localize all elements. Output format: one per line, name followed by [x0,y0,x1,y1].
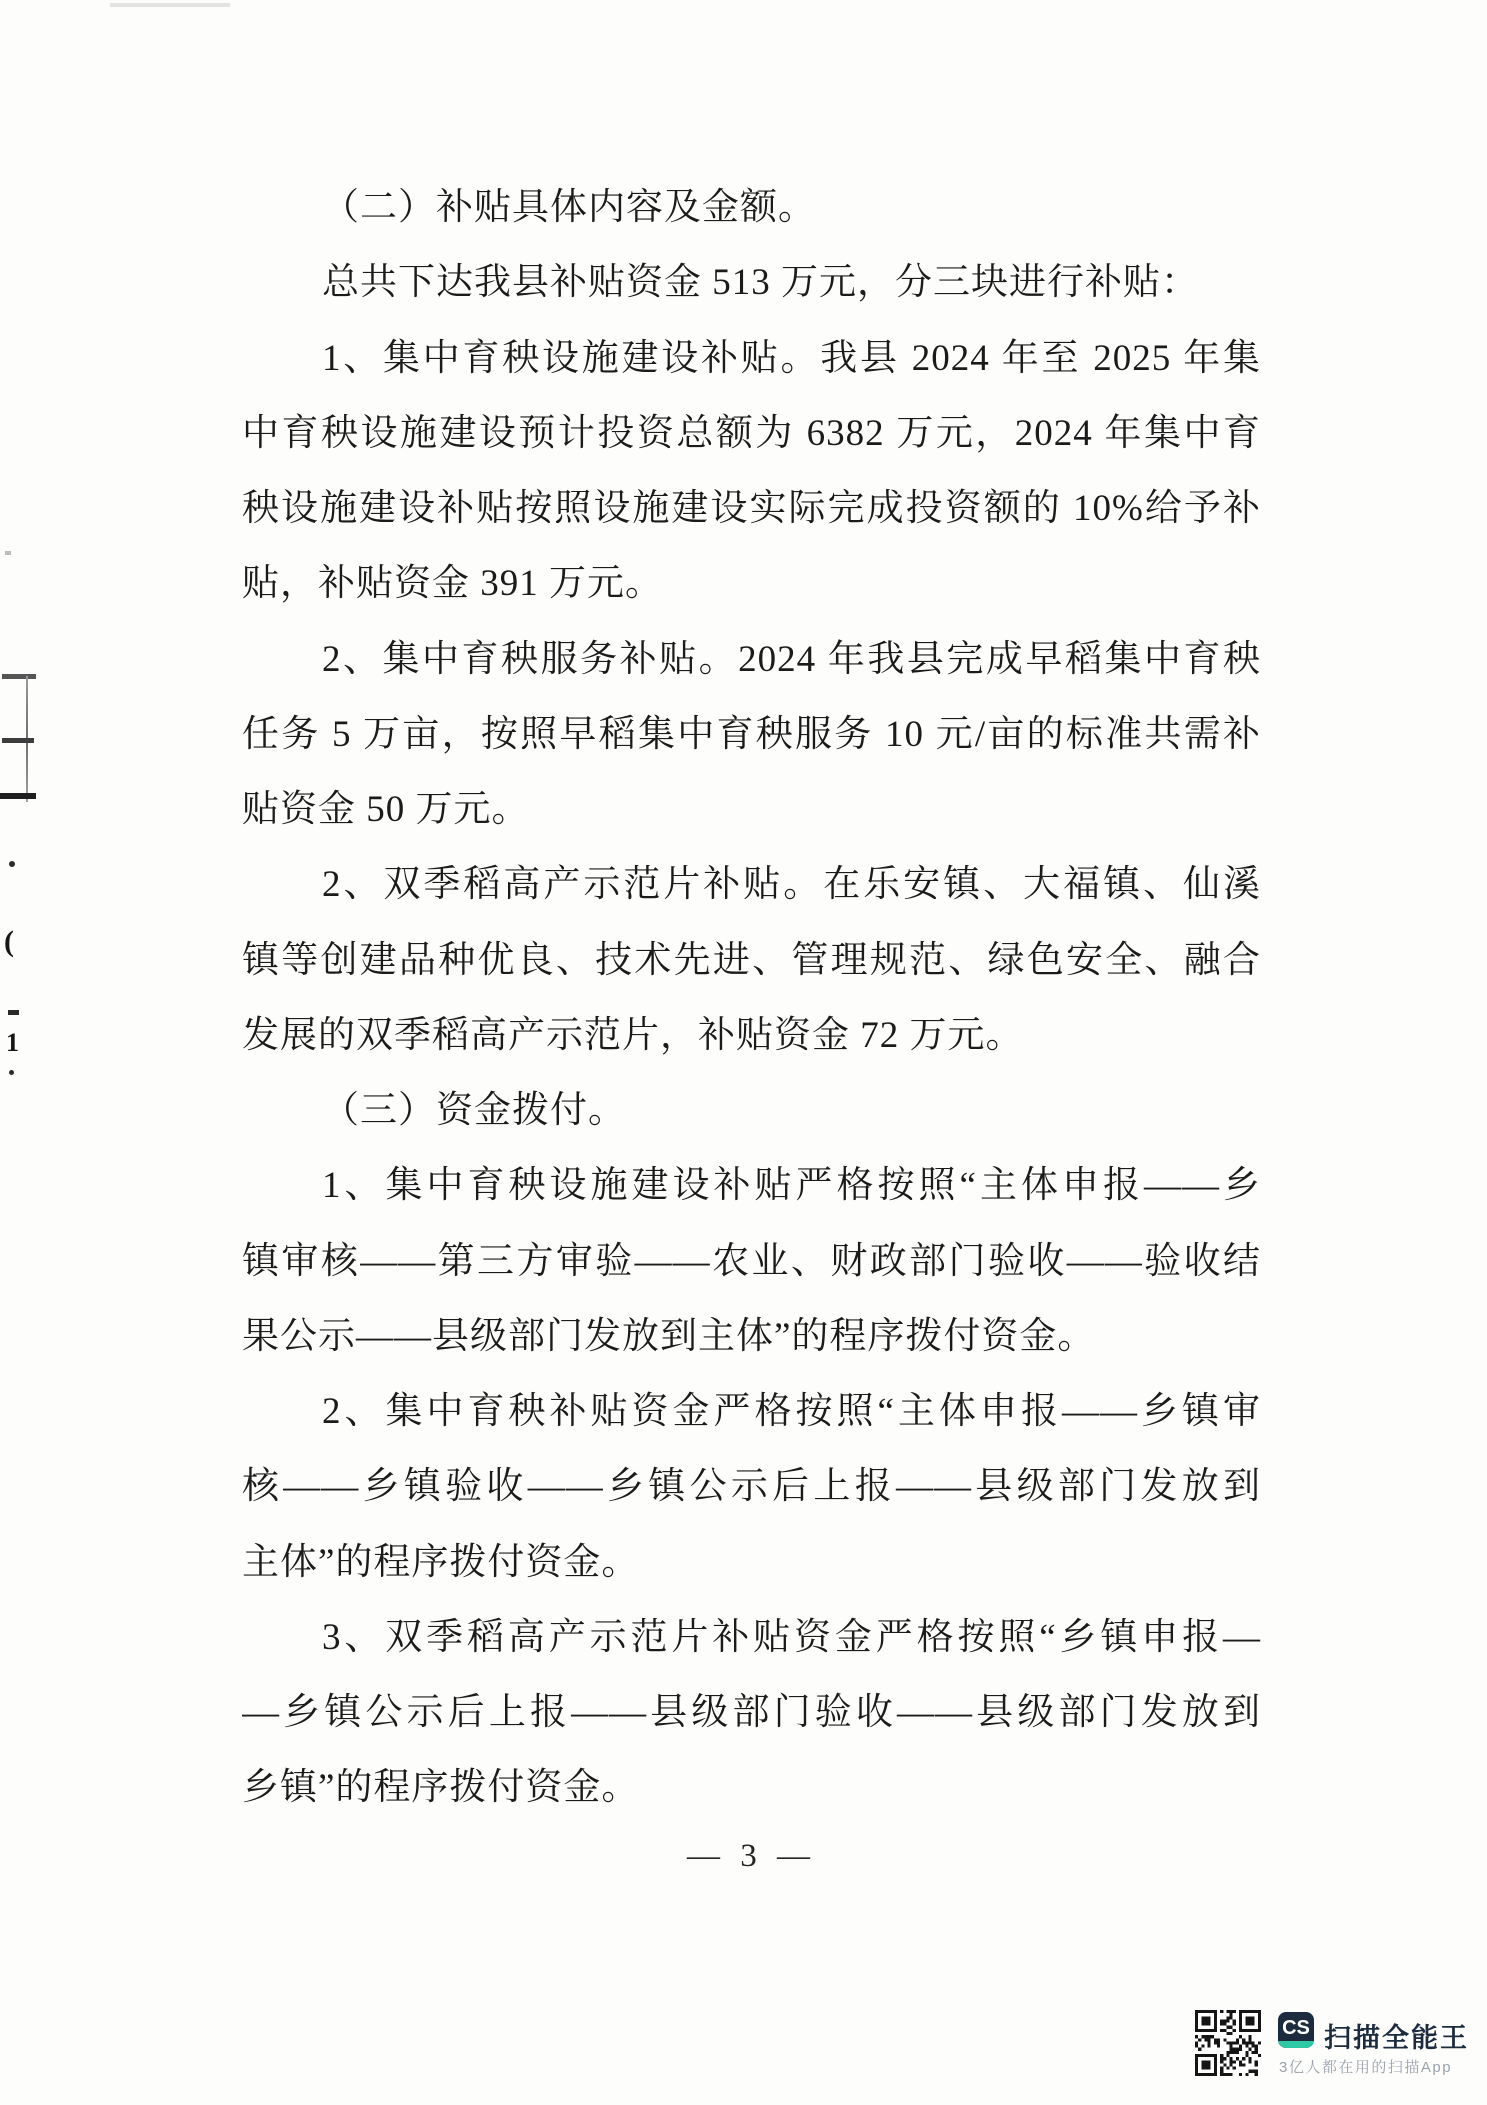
text-line: 发展的双季稻高产示范片，补贴资金 72 万元。 [242,1014,1024,1056]
text-line: 2、集中育秧补贴资金严格按照“主体申报——乡镇审 [322,1391,1261,1432]
text-line: 1、集中育秧设施建设补贴严格按照“主体申报——乡 [322,1165,1261,1207]
text-line: 中育秧设施建设预计投资总额为 6382 万元，2024 年集中育 [242,412,1261,454]
camscanner-logo-text: CS [1282,2016,1310,2039]
camscanner-logo-icon [1278,2012,1314,2048]
scan-artifact [9,861,15,867]
text-line: 核——乡镇验收——乡镇公示后上报——县级部门发放到 [242,1466,1261,1508]
text-line: 任务 5 万亩，按照早稻集中育秧服务 10 元/亩的标准共需补 [242,713,1261,755]
text-line: 秧设施建设补贴按照设施建设实际完成投资额的 10%给予补 [242,488,1261,529]
scan-artifact [110,3,230,7]
section-heading: （三）资金拨付。 [322,1090,626,1131]
text-line: 乡镇”的程序拨付资金。 [242,1767,640,1809]
scan-artifact [5,551,11,555]
text-line: 镇审核——第三方审验——农业、财政部门验收——验收结 [242,1240,1261,1282]
scan-artifact [9,1070,14,1075]
text-line: —乡镇公示后上报——县级部门验收——县级部门发放到 [242,1692,1261,1733]
text-line: 主体”的程序拨付资金。 [242,1541,640,1583]
text-line: 贴资金 50 万元。 [242,789,530,830]
text-line: 镇等创建品种优良、技术先进、管理规范、绿色安全、融合 [242,939,1261,981]
watermark-title: 扫描全能王 [1324,2023,1469,2053]
scan-artifact [0,793,36,799]
text-line: 1、集中育秧设施建设补贴。我县 2024 年至 2025 年集 [322,337,1261,379]
camscanner-logo-accent-bar [1278,2041,1314,2048]
text-line: 2、集中育秧服务补贴。2024 年我县完成早稻集中育秧 [322,638,1261,680]
watermark-subtitle: 3亿人都在用的扫描App [1279,2059,1453,2076]
scan-artifact [8,1010,19,1015]
scan-artifact [2,738,34,743]
scan-artifact: ( [4,925,14,958]
text-line: 2、双季稻高产示范片补贴。在乐安镇、大福镇、仙溪 [322,864,1261,906]
text-line: 总共下达我县补贴资金 513 万元，分三块进行补贴： [322,262,1199,304]
text-line: 3、双季稻高产示范片补贴资金严格按照“乡镇申报— [322,1616,1261,1658]
text-line: 果公示——县级部门发放到主体”的程序拨付资金。 [242,1315,1096,1357]
text-line: 贴，补贴资金 391 万元。 [242,563,663,605]
document-body [242,170,1261,1826]
scan-artifact: 1 [6,1028,19,1057]
section-heading: （二）补贴具体内容及金额。 [322,187,816,228]
qr-code [1195,2010,1261,2076]
scan-artifact [2,674,36,679]
page-number: — 3 — [687,1838,816,1874]
